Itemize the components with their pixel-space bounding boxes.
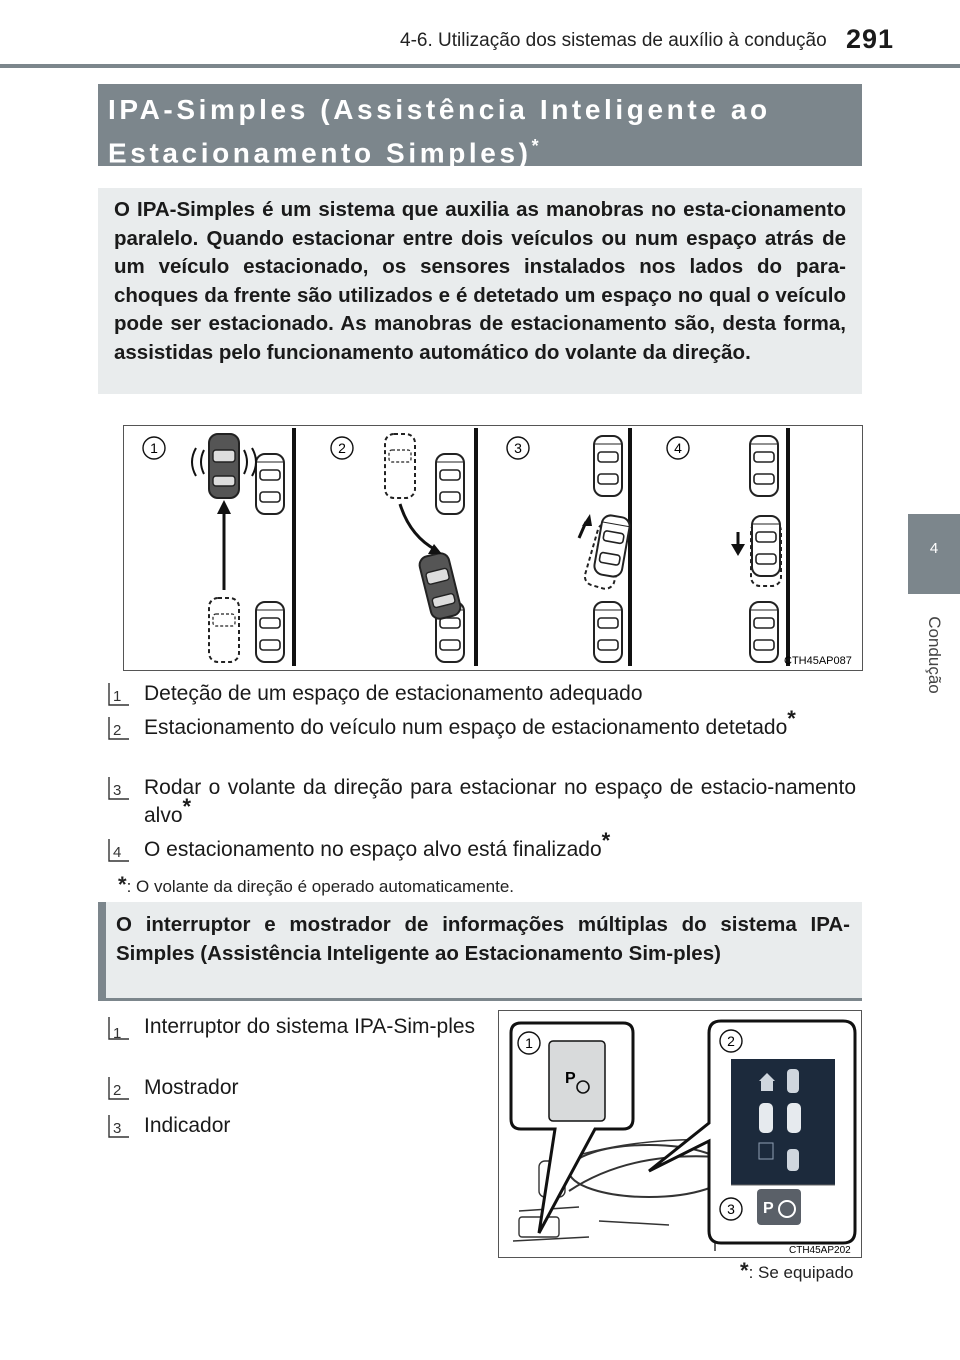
- figure2-code: CTH45AP202: [789, 1245, 851, 1256]
- list-item: 3 Rodar o volante da direção para estacionar no espaço de estacio-namento alvo*: [108, 774, 856, 830]
- parking-sequence-svg: [124, 426, 863, 671]
- figure2-callout-2-label: 2: [727, 1033, 735, 1049]
- subsection-heading: O interruptor e mostrador de informações múltiplas do sistema IPA-Simples (Assistência Inteligente ao Estacionamento Sim-ples): [98, 902, 862, 998]
- cockpit-svg: [499, 1011, 862, 1258]
- header-rule: [0, 64, 960, 68]
- figure1-callout-3-label: 3: [514, 440, 522, 456]
- component-text: Interruptor do sistema IPA-Sim-ples: [144, 1015, 476, 1038]
- section-title-line1: IPA-Simples (Assistência Inteligente ao: [108, 94, 771, 125]
- figure2-callout-1-label: 1: [525, 1035, 533, 1051]
- steps-list: [108, 680, 856, 708]
- steps-list-4: [108, 828, 856, 864]
- steps-footnote: *: O volante da direção é operado automaticamente.: [118, 872, 515, 897]
- intro-paragraph: O IPA-Simples é um sistema que auxilia as manobras no esta-cionamento paralelo. Quando estacionar entre dois veículos ou num espaço atrás de um veículo estacionado, os sensores instalados nos lados do para-choques da frente são utilizados e é detetado um espaço no qual o veículo pode ser estacionado. As manobras de estacionamento são, desta forma, assistidas pelo funcionamento automático do volante da direção.: [98, 188, 862, 394]
- figure1-callout-1-label: 1: [150, 440, 158, 456]
- component-text: Indicador: [144, 1114, 231, 1137]
- components-list-2: [108, 1074, 486, 1102]
- ipa-switch: [549, 1041, 605, 1121]
- section-title: [98, 84, 862, 169]
- section-title-line2: Estacionamento Simples): [108, 137, 532, 169]
- list-item: [108, 680, 856, 708]
- step-number-badge: 4: [108, 838, 130, 862]
- cockpit-illustration: [498, 1010, 862, 1258]
- page-number: 291: [846, 24, 895, 54]
- component-number-badge: 2: [108, 1076, 130, 1100]
- equipped-footnote: *: Se equipado: [740, 1258, 854, 1283]
- components-list: [108, 1010, 486, 1044]
- list-item: [108, 1074, 486, 1102]
- switch-letter: P: [565, 1070, 576, 1087]
- step-number-badge: 2: [108, 716, 130, 740]
- running-header-section: 4-6. Utilização dos sistemas de auxílio à condução: [400, 30, 827, 51]
- subsection-rule: [98, 998, 862, 1001]
- chapter-tab[interactable]: 4: [908, 514, 960, 594]
- figure1-code: CTH45AP087: [784, 655, 852, 667]
- chapter-label: [896, 600, 960, 710]
- steps-list-3: [108, 774, 856, 830]
- component-number-badge: 1: [108, 1016, 130, 1040]
- chapter-label-text: Condução: [925, 616, 944, 694]
- component-number-badge: 3: [108, 1114, 130, 1138]
- component-text: Mostrador: [144, 1076, 239, 1099]
- indicator-letter: P: [763, 1200, 774, 1217]
- figure1-callout-2-label: 2: [338, 440, 346, 456]
- list-item: [108, 1112, 486, 1140]
- steps-list-2: [108, 706, 856, 742]
- step-text: Deteção de um espaço de estacionamento adequado: [144, 682, 643, 705]
- list-item: 2 Estacionamento do veículo num espaço de estacionamento detetado*: [108, 714, 856, 742]
- equipped-mark: *: [531, 136, 543, 156]
- list-item: 4 O estacionamento no espaço alvo está finalizado*: [108, 836, 856, 864]
- components-list-3: [108, 1112, 486, 1140]
- step-number-badge: 3: [108, 776, 130, 800]
- multi-information-display: [731, 1059, 835, 1185]
- list-item: [108, 1010, 486, 1044]
- step-text: Rodar o volante da direção para estacionar no espaço de estacio-namento alvo: [144, 776, 856, 827]
- step-text: Estacionamento do veículo num espaço de estacionamento detetado: [144, 716, 788, 739]
- step-number-badge: 1: [108, 682, 130, 706]
- parking-sequence-illustration: [123, 425, 863, 671]
- step-text: O estacionamento no espaço alvo está finalizado: [144, 838, 602, 861]
- figure1-callout-4-label: 4: [674, 440, 682, 456]
- figure2-callout-3-label: 3: [727, 1201, 735, 1217]
